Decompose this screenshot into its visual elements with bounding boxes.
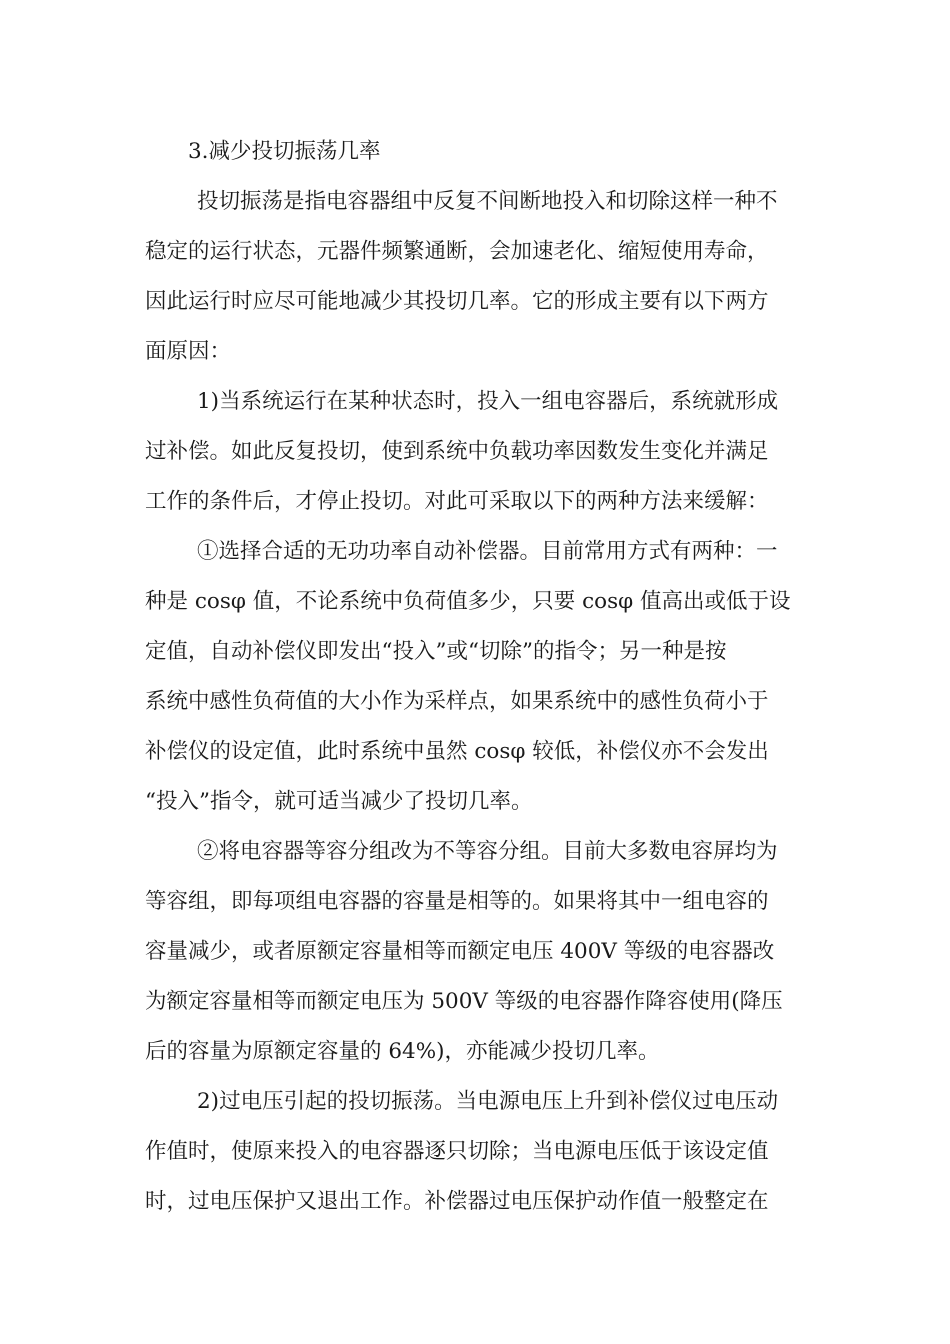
paragraph-line: 过补偿。如此反复投切，使到系统中负载功率因数发生变化并满足 xyxy=(145,439,769,464)
paragraph-line: 投切振荡是指电容器组中反复不间断地投入和切除这样一种不 xyxy=(197,189,778,214)
paragraph-line: 系统中感性负荷值的大小作为采样点，如果系统中的感性负荷小于 xyxy=(145,689,769,714)
paragraph-line: 为额定容量相等而额定电压为 500V 等级的电容器作降容使用(降压 xyxy=(145,989,783,1014)
paragraph-line: 2)过电压引起的投切振荡。当电源电压上升到补偿仪过电压动 xyxy=(197,1089,779,1114)
paragraph-line: 作值时，使原来投入的电容器逐只切除；当电源电压低于该设定值 xyxy=(145,1139,769,1164)
paragraph-line: 等容组，即每项组电容器的容量是相等的。如果将其中一组电容的 xyxy=(145,889,769,914)
paragraph-line: 工作的条件后，才停止投切。对此可采取以下的两种方法来缓解： xyxy=(145,489,769,514)
paragraph-line: 定值，自动补偿仪即发出“投入”或“切除”的指令；另一种是按 xyxy=(145,639,727,664)
section-heading: 3.减少投切振荡几率 xyxy=(188,139,381,164)
paragraph-line: 稳定的运行状态，元器件频繁通断，会加速老化、缩短使用寿命， xyxy=(145,239,769,264)
paragraph-line: ①选择合适的无功功率自动补偿器。目前常用方式有两种：一 xyxy=(197,539,778,564)
paragraph-line: “投入”指令，就可适当减少了投切几率。 xyxy=(145,789,533,814)
paragraph-line: 1)当系统运行在某种状态时，投入一组电容器后，系统就形成 xyxy=(197,389,779,414)
paragraph-line: 面原因： xyxy=(145,339,232,364)
paragraph-line: 因此运行时应尽可能地减少其投切几率。它的形成主要有以下两方 xyxy=(145,289,769,314)
paragraph-line: 时，过电压保护又退出工作。补偿器过电压保护动作值一般整定在 xyxy=(145,1189,769,1214)
paragraph-line: 补偿仪的设定值，此时系统中虽然 cosφ 较低，补偿仪亦不会发出 xyxy=(145,739,769,764)
paragraph-line: ②将电容器等容分组改为不等容分组。目前大多数电容屏均为 xyxy=(197,839,778,864)
paragraph-line: 容量减少，或者原额定容量相等而额定电压 400V 等级的电容器改 xyxy=(145,939,775,964)
paragraph-line: 种是 cosφ 值，不论系统中负荷值多少，只要 cosφ 值高出或低于设 xyxy=(145,589,791,614)
paragraph-line: 后的容量为原额定容量的 64%)，亦能减少投切几率。 xyxy=(145,1039,660,1064)
